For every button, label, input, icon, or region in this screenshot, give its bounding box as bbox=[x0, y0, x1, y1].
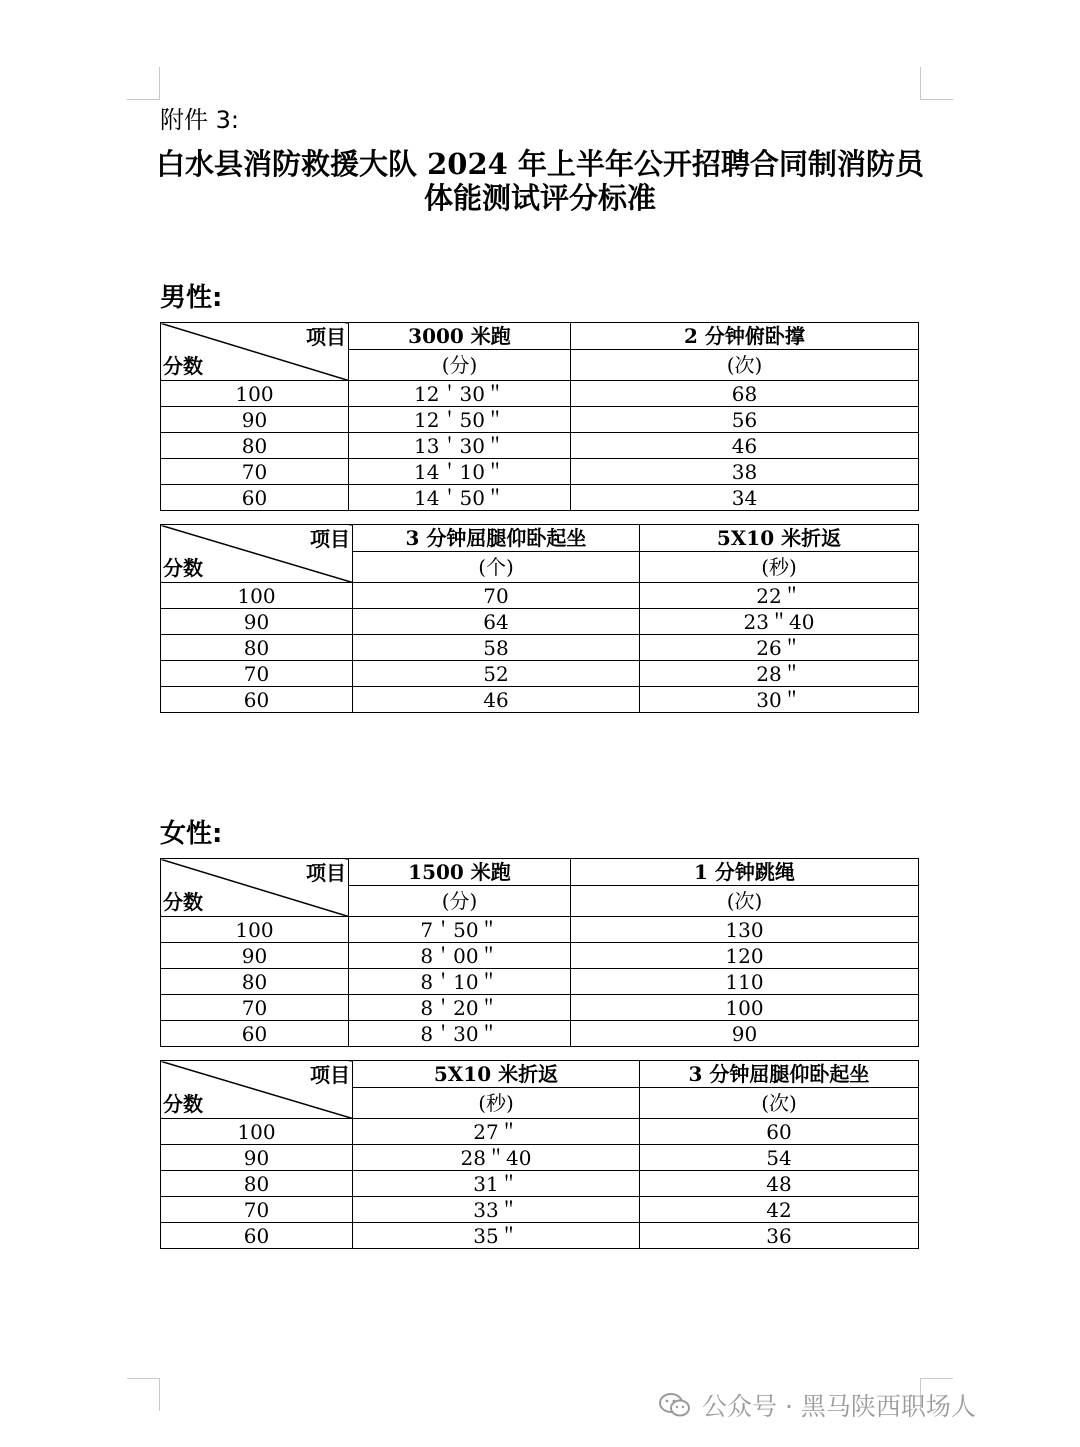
value-cell: 35＂ bbox=[353, 1223, 640, 1249]
table-row bbox=[161, 485, 919, 511]
score-cell: 70 bbox=[161, 661, 353, 687]
document-subtitle: 体能测试评分标准 bbox=[423, 181, 656, 215]
score-cell: 100 bbox=[161, 917, 349, 943]
score-cell: 80 bbox=[161, 635, 353, 661]
score-cell: 60 bbox=[161, 1223, 353, 1249]
value-cell: 46 bbox=[353, 687, 640, 713]
table-row bbox=[161, 459, 919, 485]
value-cell: 8＇30＂ bbox=[349, 1021, 571, 1047]
column-header: 5X10 米折返 bbox=[640, 525, 919, 552]
score-cell: 80 bbox=[161, 1171, 353, 1197]
column-unit: (分) bbox=[349, 886, 571, 917]
score-cell: 90 bbox=[161, 1145, 353, 1171]
value-cell: 12＇30＂ bbox=[349, 381, 571, 407]
value-cell: 14＇50＂ bbox=[349, 485, 571, 511]
value-cell: 13＇30＂ bbox=[349, 433, 571, 459]
column-unit: (秒) bbox=[353, 1088, 640, 1119]
value-cell: 54 bbox=[640, 1145, 919, 1171]
score-cell: 70 bbox=[161, 1197, 353, 1223]
value-cell: 52 bbox=[353, 661, 640, 687]
page-corner-mark bbox=[127, 67, 160, 100]
document-title: 白水县消防救援大队 2024 年上半年公开招聘合同制消防员 bbox=[156, 147, 924, 181]
column-header: 3000 米跑 bbox=[349, 323, 571, 350]
male-table-1 bbox=[160, 322, 919, 511]
attachment-label: 附件 3: bbox=[160, 106, 239, 134]
header-item-label: 项目 bbox=[310, 1063, 350, 1087]
table-row bbox=[161, 687, 919, 713]
value-cell: 8＇00＂ bbox=[349, 943, 571, 969]
table-row bbox=[161, 661, 919, 687]
watermark bbox=[658, 1387, 976, 1423]
header-score-label: 分数 bbox=[163, 1092, 203, 1116]
value-cell: 70 bbox=[353, 583, 640, 609]
table-row bbox=[161, 609, 919, 635]
value-cell: 36 bbox=[640, 1223, 919, 1249]
table-row bbox=[161, 407, 919, 433]
value-cell: 28＂40 bbox=[353, 1145, 640, 1171]
column-unit: (次) bbox=[571, 350, 919, 381]
value-cell: 34 bbox=[571, 485, 919, 511]
column-unit: (次) bbox=[571, 886, 919, 917]
column-header: 2 分钟俯卧撑 bbox=[571, 323, 919, 350]
female-section-heading: 女性: bbox=[160, 819, 223, 849]
column-unit: (次) bbox=[640, 1088, 919, 1119]
header-diagonal-cell bbox=[161, 859, 349, 917]
score-cell: 70 bbox=[161, 995, 349, 1021]
header-diagonal-cell bbox=[161, 323, 349, 381]
score-cell: 70 bbox=[161, 459, 349, 485]
male-section-heading: 男性: bbox=[160, 283, 223, 313]
score-cell: 90 bbox=[161, 943, 349, 969]
value-cell: 68 bbox=[571, 381, 919, 407]
value-cell: 27＂ bbox=[353, 1119, 640, 1145]
watermark-text: 公众号 · 黑马陕西职场人 bbox=[702, 1392, 976, 1421]
score-cell: 60 bbox=[161, 1021, 349, 1047]
value-cell: 30＂ bbox=[640, 687, 919, 713]
table-row bbox=[161, 969, 919, 995]
header-score-label: 分数 bbox=[163, 556, 203, 580]
score-cell: 80 bbox=[161, 969, 349, 995]
table-row bbox=[161, 1197, 919, 1223]
page-corner-mark bbox=[127, 1378, 160, 1411]
value-cell: 38 bbox=[571, 459, 919, 485]
page-corner-mark bbox=[920, 67, 953, 100]
table-row bbox=[161, 1171, 919, 1197]
wechat-icon bbox=[658, 1392, 692, 1418]
score-cell: 100 bbox=[161, 583, 353, 609]
column-header: 3 分钟屈腿仰卧起坐 bbox=[353, 525, 640, 552]
table-row bbox=[161, 1021, 919, 1047]
value-cell: 26＂ bbox=[640, 635, 919, 661]
value-cell: 48 bbox=[640, 1171, 919, 1197]
female-table-1 bbox=[160, 858, 919, 1047]
table-row bbox=[161, 635, 919, 661]
score-cell: 100 bbox=[161, 381, 349, 407]
table-row bbox=[161, 433, 919, 459]
table-row bbox=[161, 995, 919, 1021]
value-cell: 130 bbox=[571, 917, 919, 943]
value-cell: 64 bbox=[353, 609, 640, 635]
column-unit: (个) bbox=[353, 552, 640, 583]
score-cell: 80 bbox=[161, 433, 349, 459]
value-cell: 58 bbox=[353, 635, 640, 661]
value-cell: 46 bbox=[571, 433, 919, 459]
value-cell: 23＂40 bbox=[640, 609, 919, 635]
value-cell: 8＇10＂ bbox=[349, 969, 571, 995]
value-cell: 120 bbox=[571, 943, 919, 969]
value-cell: 28＂ bbox=[640, 661, 919, 687]
value-cell: 56 bbox=[571, 407, 919, 433]
table-row bbox=[161, 381, 919, 407]
table-row bbox=[161, 917, 919, 943]
value-cell: 14＇10＂ bbox=[349, 459, 571, 485]
table-row bbox=[161, 1145, 919, 1171]
column-header: 3 分钟屈腿仰卧起坐 bbox=[640, 1061, 919, 1088]
value-cell: 110 bbox=[571, 969, 919, 995]
value-cell: 100 bbox=[571, 995, 919, 1021]
value-cell: 8＇20＂ bbox=[349, 995, 571, 1021]
value-cell: 90 bbox=[571, 1021, 919, 1047]
score-cell: 90 bbox=[161, 609, 353, 635]
score-cell: 60 bbox=[161, 485, 349, 511]
table-row bbox=[161, 1119, 919, 1145]
header-item-label: 项目 bbox=[310, 527, 350, 551]
value-cell: 31＂ bbox=[353, 1171, 640, 1197]
value-cell: 42 bbox=[640, 1197, 919, 1223]
header-score-label: 分数 bbox=[163, 354, 203, 378]
value-cell: 7＇50＂ bbox=[349, 917, 571, 943]
header-diagonal-cell bbox=[161, 1061, 353, 1119]
header-diagonal-cell bbox=[161, 525, 353, 583]
value-cell: 12＇50＂ bbox=[349, 407, 571, 433]
column-unit: (秒) bbox=[640, 552, 919, 583]
male-table-2 bbox=[160, 524, 919, 713]
column-header: 1500 米跑 bbox=[349, 859, 571, 886]
header-score-label: 分数 bbox=[163, 890, 203, 914]
table-row bbox=[161, 1223, 919, 1249]
score-cell: 90 bbox=[161, 407, 349, 433]
column-header: 5X10 米折返 bbox=[353, 1061, 640, 1088]
table-row bbox=[161, 583, 919, 609]
score-cell: 100 bbox=[161, 1119, 353, 1145]
header-item-label: 项目 bbox=[306, 325, 346, 349]
table-row bbox=[161, 943, 919, 969]
value-cell: 22＂ bbox=[640, 583, 919, 609]
value-cell: 60 bbox=[640, 1119, 919, 1145]
value-cell: 33＂ bbox=[353, 1197, 640, 1223]
score-cell: 60 bbox=[161, 687, 353, 713]
header-item-label: 项目 bbox=[306, 861, 346, 885]
column-header: 1 分钟跳绳 bbox=[571, 859, 919, 886]
female-table-2 bbox=[160, 1060, 919, 1249]
column-unit: (分) bbox=[349, 350, 571, 381]
